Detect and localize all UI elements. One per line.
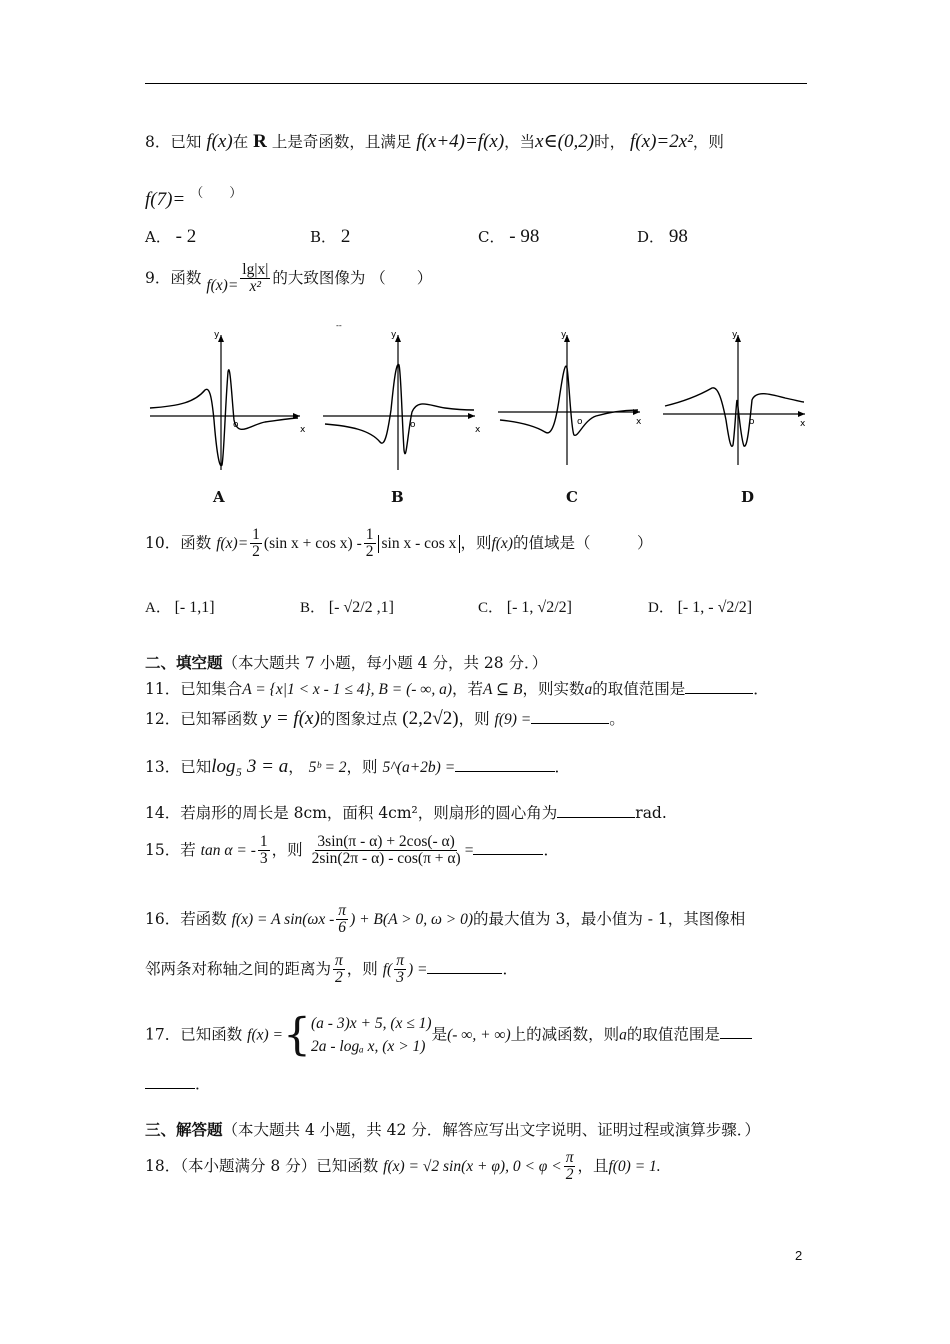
option-value: 2	[340, 226, 351, 247]
option-a	[145, 226, 196, 248]
fraction-half	[364, 527, 376, 561]
text: ，且	[577, 1156, 609, 1175]
text: 上是奇函数，且满足	[271, 133, 412, 151]
text: ．	[554, 758, 571, 776]
answer-paren: （ ）	[190, 186, 243, 201]
numerator: π	[565, 1149, 574, 1166]
section-desc: （本大题共 4 小题，共 42 分．解答应写出文字说明、证明过程或演算步骤．）	[222, 1121, 761, 1139]
text: 12．已知幂函数	[145, 710, 258, 728]
math-expr: f(x)=2x²	[630, 131, 693, 152]
text: ，若	[452, 680, 484, 698]
text: 时，	[594, 133, 626, 151]
text: 上的减函数，则	[510, 1025, 620, 1044]
math-var: a	[584, 681, 593, 698]
fraction	[240, 262, 270, 296]
denominator: 2sin(2π - α) - cos(π + α)	[311, 850, 461, 868]
text: ．	[195, 1075, 211, 1093]
text: 的取值范围是	[592, 680, 686, 698]
page-number: 2	[795, 1248, 803, 1263]
math-expr: y = f(x)	[262, 708, 320, 729]
fraction	[564, 1150, 576, 1184]
option-value: - 98	[509, 226, 540, 247]
answer-blank[interactable]	[427, 959, 502, 974]
text: ，则	[346, 959, 378, 978]
question-number: 10．	[145, 533, 181, 552]
math-eq: =	[464, 841, 474, 859]
origin-label: o	[749, 417, 755, 427]
option-d	[648, 596, 752, 617]
question-17-line2	[145, 1072, 211, 1094]
math-expr: f(x) = A sin(ωx -	[231, 910, 335, 928]
denominator: x²	[249, 278, 262, 296]
option-label: D．	[648, 600, 674, 616]
option-value: 98	[668, 226, 688, 247]
option-c	[478, 596, 572, 617]
numerator: π	[396, 952, 404, 969]
fraction	[336, 903, 348, 937]
numerator: 1	[365, 526, 374, 543]
axis-x-label: x	[300, 425, 306, 435]
text: ．	[753, 680, 769, 698]
answer-blank[interactable]	[685, 679, 753, 694]
option-label: C．	[478, 600, 504, 616]
question-8-ask	[145, 182, 242, 211]
case-1: (a - 3)x + 5, (x ≤ 1)	[311, 1015, 432, 1032]
text: 在	[232, 133, 249, 151]
question-number: 8．	[145, 133, 171, 151]
denominator: 3	[259, 850, 268, 868]
denominator: 2	[252, 543, 260, 561]
math-expr: f(x)	[491, 534, 513, 552]
math-expr: f(9) =	[494, 711, 532, 728]
case-2: 2a - logₐ x, (x > 1)	[311, 1038, 426, 1056]
text: rad.	[635, 804, 667, 822]
answer-blank[interactable]	[455, 757, 555, 772]
question-16-line2	[145, 953, 518, 987]
text: 的图象过点	[319, 710, 398, 728]
section-3-heading	[145, 1118, 760, 1140]
graph-c	[498, 330, 642, 465]
fraction	[258, 834, 270, 868]
stray-mark: --	[336, 321, 342, 330]
text: 的值域是（ ）	[512, 533, 653, 552]
axis-x-label: x	[800, 419, 806, 429]
axis-x-label: x	[475, 425, 481, 435]
math-expr: log₅ 3 = a	[211, 756, 289, 777]
text: ．	[502, 959, 518, 978]
math-expr: f(x)	[206, 131, 233, 152]
question-18	[145, 1150, 661, 1184]
text: ，则	[458, 710, 490, 728]
text: 11．已知集合	[145, 680, 243, 698]
graph-label-d: D	[741, 488, 755, 506]
answer-blank[interactable]	[473, 840, 543, 855]
graph-b	[323, 330, 481, 470]
option-c	[478, 226, 539, 248]
axis-x-label: x	[636, 417, 642, 427]
graph-options	[0, 320, 950, 480]
abs-value-expr: sin x - cos x	[378, 535, 461, 553]
math-expr: (2,2√2)	[402, 708, 459, 729]
text: 13．已知	[145, 758, 212, 776]
fraction	[394, 953, 406, 987]
fraction-half	[250, 527, 262, 561]
denominator: 3	[396, 969, 404, 987]
text: ，则	[460, 533, 492, 552]
numerator: 3sin(π - α) + 2cos(- α)	[317, 833, 455, 850]
option-label: A．	[145, 600, 171, 616]
math-expr: f(x+4)=f(x)	[416, 131, 505, 152]
math-expr: 5^(a+2b)	[382, 759, 441, 776]
graph-label-b: B	[391, 488, 404, 506]
text: 。	[609, 710, 625, 728]
option-b	[300, 596, 394, 617]
denominator: 6	[338, 919, 347, 937]
text: 已知	[170, 133, 202, 151]
brace-icon: {	[283, 1009, 312, 1061]
numerator: π	[335, 952, 343, 969]
text: 的最大值为 3，最小值为 - 1，其图像相	[473, 909, 746, 928]
numerator: lg|x|	[242, 261, 269, 278]
math-var: a	[619, 1026, 627, 1044]
text: 函数	[170, 268, 202, 287]
section-2-heading	[145, 651, 547, 673]
fraction-main	[310, 834, 463, 868]
question-9	[145, 262, 432, 296]
question-12	[145, 707, 625, 730]
denominator: 2	[565, 1166, 574, 1184]
option-d	[637, 226, 688, 248]
math-expr: A = {x|1 < x - 1 ≤ 4}, B = (- ∞, a)	[242, 681, 453, 698]
numerator: π	[338, 902, 347, 919]
math-symbol-R: R	[253, 131, 267, 152]
math-expr: f(0) = 1.	[608, 1157, 661, 1175]
text: ，则	[271, 840, 303, 859]
answer-blank[interactable]	[720, 1024, 752, 1039]
section-title: 二、填空题	[145, 653, 223, 672]
graph-d	[663, 330, 806, 465]
answer-blank[interactable]	[531, 714, 609, 724]
axis-y-label: y	[214, 330, 220, 340]
math-expr: 5ᵇ = 2	[308, 759, 347, 776]
option-label: D．	[637, 228, 665, 246]
graph-label-a: A	[213, 488, 225, 506]
section-desc: （本大题共 7 小题，每小题 4 分，共 28 分．）	[222, 654, 548, 672]
text: 16．若函数	[145, 909, 227, 928]
question-17	[145, 1009, 752, 1061]
math-eq: =	[445, 759, 455, 776]
math-expr: f(x)=	[206, 276, 239, 294]
option-b	[310, 226, 350, 248]
option-label: A．	[145, 228, 171, 246]
origin-label: o	[233, 420, 239, 430]
text: 18．（本小题满分 8 分）已知函数	[145, 1156, 379, 1175]
math-expr: f(7)=	[145, 189, 186, 210]
fraction	[333, 953, 345, 987]
answer-blank[interactable]	[145, 1074, 195, 1089]
option-value: [- 1, - √2/2]	[677, 599, 753, 616]
math-expr: tan α = -	[200, 841, 256, 859]
question-10	[145, 527, 652, 561]
question-number: 9．	[145, 268, 171, 287]
text: 17．已知函数	[145, 1025, 243, 1044]
section-title: 三、解答题	[145, 1120, 223, 1139]
graph-label-c: C	[566, 488, 578, 506]
text: 的大致图像为	[272, 268, 366, 287]
option-value: - 2	[175, 226, 197, 247]
math-expr: (sin x + cos x) -	[263, 534, 362, 552]
text: 14．若扇形的周长是 8cm，面积 4cm²，则扇形的圆心角为	[145, 804, 558, 822]
math-expr: f(x) =	[247, 1026, 284, 1044]
header-rule	[145, 83, 807, 84]
text: 函数	[180, 533, 212, 552]
numerator: 1	[259, 833, 268, 850]
origin-label: o	[577, 417, 583, 427]
option-label: C．	[478, 228, 505, 246]
piecewise-cases	[311, 1012, 432, 1059]
option-a	[145, 596, 215, 617]
math-expr: f(x) = √2 sin(x + φ), 0 < φ <	[383, 1157, 562, 1175]
math-expr: (- ∞, + ∞)	[447, 1026, 511, 1044]
math-expr: A ⊆ B	[483, 681, 523, 698]
math-expr: ) + B(A > 0, ω > 0)	[350, 910, 474, 928]
option-value: [- √2/2 ,1]	[328, 599, 394, 616]
answer-paren: （ ）	[370, 268, 433, 287]
option-label: B．	[300, 600, 326, 616]
axis-y-label: y	[561, 330, 567, 340]
answer-blank[interactable]	[557, 803, 635, 818]
question-13	[145, 755, 570, 778]
question-14	[145, 801, 667, 823]
origin-label: o	[410, 420, 416, 430]
graph-a	[150, 330, 306, 470]
option-value: [- 1,1]	[174, 599, 215, 616]
text: 是	[431, 1025, 448, 1044]
question-11	[145, 677, 769, 699]
numerator: 1	[252, 526, 260, 543]
math-expr: f(x)=	[216, 534, 249, 552]
text: ，则实数	[522, 680, 585, 698]
math-expr: ) =	[407, 960, 428, 978]
math-expr: x∈(0,2)	[535, 131, 595, 152]
axis-y-label: y	[732, 330, 738, 340]
text: ，	[288, 758, 304, 776]
text: 的取值范围是	[626, 1025, 720, 1044]
text: ．	[543, 840, 559, 859]
math-expr: f(	[382, 960, 393, 978]
question-15	[145, 834, 559, 868]
denominator: 2	[335, 969, 343, 987]
text: 邻两条对称轴之间的距离为	[145, 959, 332, 978]
axis-y-label: y	[391, 330, 397, 340]
option-label: B．	[310, 228, 337, 246]
option-value: [- 1, √2/2]	[506, 599, 572, 616]
text: ，则	[346, 758, 378, 776]
text: ，则	[692, 133, 724, 151]
text: ，当	[504, 133, 536, 151]
denominator: 2	[365, 543, 374, 561]
question-16	[145, 903, 745, 937]
question-8	[145, 130, 724, 153]
text: 15．若	[145, 840, 196, 859]
